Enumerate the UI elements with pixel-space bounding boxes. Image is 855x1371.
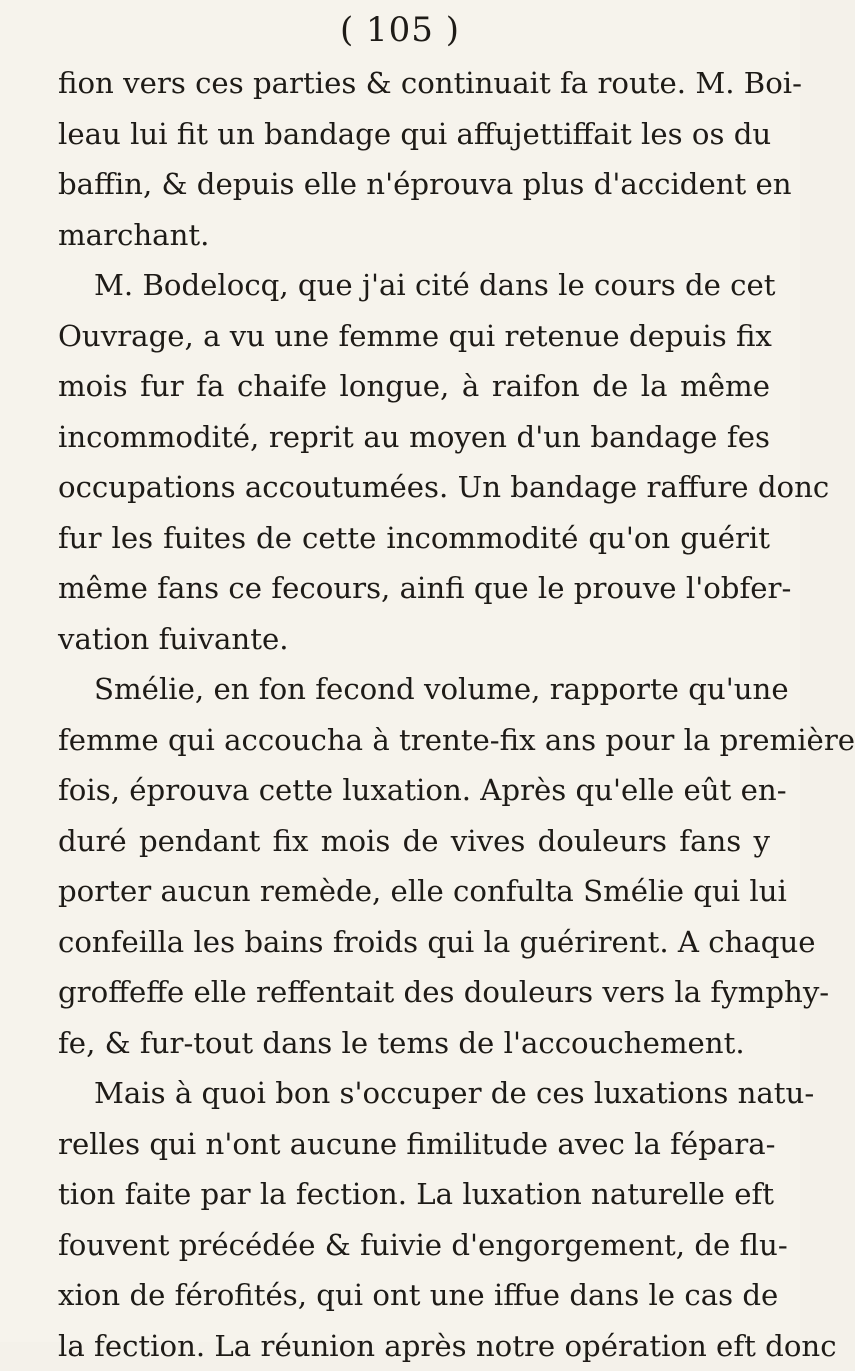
text-line: fois, éprouva cette luxation. Après qu'elle eût en- bbox=[58, 765, 770, 816]
text-line: baffin, & depuis elle n'éprouva plus d'accident en bbox=[58, 159, 770, 210]
text-line: la fection. La réunion après notre opération eft donc bbox=[58, 1321, 770, 1371]
text-line: porter aucun remède, elle confulta Smélie qui lui bbox=[58, 866, 770, 917]
text-line: fion vers ces parties & continuait fa route. M. Boi- bbox=[58, 58, 770, 109]
text-line: Ouvrage, a vu une femme qui retenue depuis fix bbox=[58, 311, 770, 362]
text-line: Mais à quoi bon s'occuper de ces luxations natu- bbox=[58, 1068, 770, 1119]
text-line: groffeffe elle reffentait des douleurs vers la fymphy- bbox=[58, 967, 770, 1018]
text-line: confeilla les bains froids qui la guérirent. A chaque bbox=[58, 917, 770, 968]
text-line: même fans ce fecours, ainfi que le prouve l'obfer- bbox=[58, 563, 770, 614]
page-number: ( 105 ) bbox=[0, 10, 800, 50]
body-text bbox=[58, 58, 770, 1371]
text-line: leau lui fit un bandage qui affujettiffait les os du bbox=[58, 109, 770, 160]
text-line: fe, & fur-tout dans le tems de l'accouchement. bbox=[58, 1018, 770, 1069]
text-line: relles qui n'ont aucune fimilitude avec la fépara- bbox=[58, 1119, 770, 1170]
text-line: mois fur fa chaife longue, à raifon de la même bbox=[58, 361, 770, 412]
text-line: femme qui accoucha à trente-fix ans pour la première bbox=[58, 715, 770, 766]
text-line: duré pendant fix mois de vives douleurs fans y bbox=[58, 816, 770, 867]
text-line: incommodité, reprit au moyen d'un bandage fes bbox=[58, 412, 770, 463]
text-line: tion faite par la fection. La luxation naturelle eft bbox=[58, 1169, 770, 1220]
text-line: vation fuivante. bbox=[58, 614, 770, 665]
text-line: occupations accoutumées. Un bandage raffure donc bbox=[58, 462, 770, 513]
text-line: fouvent précédée & fuivie d'engorgement, de flu- bbox=[58, 1220, 770, 1271]
text-line: fur les fuites de cette incommodité qu'on guérit bbox=[58, 513, 770, 564]
text-line: Smélie, en fon fecond volume, rapporte qu'une bbox=[58, 664, 770, 715]
text-line: M. Bodelocq, que j'ai cité dans le cours de cet bbox=[58, 260, 770, 311]
text-line: marchant. bbox=[58, 210, 770, 261]
text-line: xion de férofités, qui ont une iffue dans le cas de bbox=[58, 1270, 770, 1321]
